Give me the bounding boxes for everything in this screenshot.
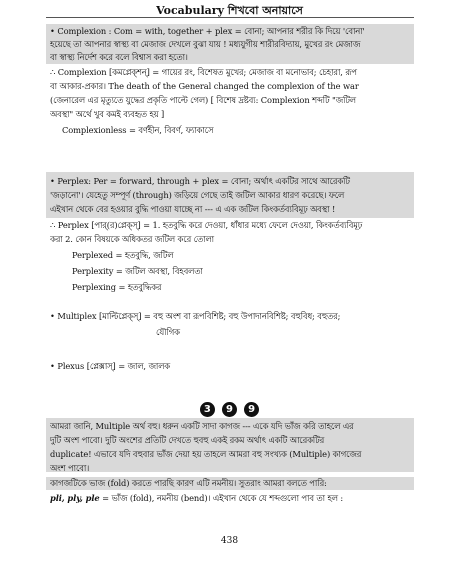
perplex-line: এইখান থেকে বের হওয়ার বুদ্ধি পাওয়া যাচ্ছে না --- এ এক জটিল কিংকর্তব্যবিমূঢ় অবস্থা !	[50, 204, 336, 214]
roots-definition: = ভাঁজ (fold), নমনীয় (bend)। এইখান থেকে যে শব্দগুলো পাব তা হল :	[99, 493, 344, 503]
running-header: Vocabulary শিখবো অনায়াসে	[156, 4, 303, 17]
number-badge: 3	[200, 402, 215, 417]
perplex-line: করা 2. কোন বিষয়কে অধিকতর জটিল করে তোলা	[50, 234, 214, 244]
multiplex-line: • Multiplex [মাল্টিপ্লেক্স্] = বহু অংশ বা রূপবিশিষ্ট; বহু উপাদানবিশিষ্ট; বহুবিধ; বহুতর;	[50, 311, 341, 321]
complexion-line: বা স্বাস্থ্য নির্দেশ করে বলে বিশ্বাস করা হতো।	[50, 52, 188, 62]
complexion-line: বা আকার-প্রকার। The death of the General changed the complexion of the war	[50, 81, 359, 91]
complexion-line: হয়েছে তা আপনার স্বাস্থ্য বা মেজাজ দেখলে বুঝা যায় ! মধ্যযুগীয় শারীরবিদ্যায়, মুখের রং মেজাজ	[50, 39, 361, 49]
perplex-line: 'জড়ানো'। যেহেতু সম্পূর্ণ (through) জড়িয়ে গেছে তাই জটিল আকার ধারণ করেছে। ফলে	[50, 190, 345, 200]
complexion-line: (জেনারেল এর মৃত্যুতে যুদ্ধের প্রকৃতি পাল্টে গেল) [ বিশেষ দ্রষ্টব্য: Complexion শব্দটি "জটিল	[50, 95, 356, 105]
multiplex-line: যৌগিক	[156, 327, 180, 337]
roots-line	[50, 492, 410, 505]
number-badge: 9	[222, 402, 237, 417]
multiple-line: duplicate! এভাবে যদি বহুবার ভাঁজ দেয়া হয় তাহলে আমরা বহু সংখ্যক (Multiple) কাগজের	[50, 449, 362, 459]
section-number-badges	[0, 397, 459, 417]
roots-term: pli, ply, ple	[50, 493, 100, 503]
multiple-line: আমরা জানি, Multiple অর্থ বহু। ধরুন একটি সাদা কাগজ --- একে যদি ভাঁজ করি তাহলে এর	[50, 421, 354, 431]
perplex-derivative: Perplexity = জটিল অবস্থা, বিহবলতা	[72, 266, 203, 276]
multiple-line: কাগজটিকে ভাজ (fold) করতে পারছি কারণ এটি নমনীয়। সুতরাং আমরা বলতে পারি:	[50, 478, 327, 488]
perplex-line: • Perplex: Per = forward, through + plex = বোনা; অর্থাৎ একটির সাথে আরেকটি	[50, 176, 350, 186]
complexion-line: • Complexion : Com = with, together + plex = বোনা; আপনার শরীর কি দিয়ে 'বোনা'	[50, 26, 365, 36]
multiple-line: দুটি অংশ পাবো। দুটি অংশের প্রতিটি দেখতে হুবহু একই রকম অর্থাৎ একটি আরেকটির	[50, 435, 325, 445]
perplex-line: ∴ Perplex [পার্(র)প্লেক্স্] = 1. হতবুদ্ধি করে দেওয়া, ধাঁধার মধ্যে ফেলে দেওয়া, কিংকর্তব্যবিমূঢ়	[50, 220, 363, 230]
complexion-line: অবস্থা" অর্থে খুব কমই ব্যবহৃত হয় ]	[50, 109, 165, 119]
complexion-derivative: Complexionless = বর্ণহীন, বিবর্ণ, ফ্যাকাসে	[62, 125, 214, 135]
perplex-derivative: Perplexing = হতবুদ্ধিকর	[72, 282, 162, 292]
header-rule	[46, 17, 414, 18]
number-badge: 9	[244, 402, 259, 417]
plexus-line: • Plexus [প্লেক্সাস্] = জাল, জালক	[50, 361, 171, 371]
multiple-line: অংশ পাবো।	[50, 463, 90, 473]
complexion-line: ∴ Complexion [কমপ্লেক্শন্] = গায়ের রং, বিশেষত মুখের; মেজাজ বা মনোভাব; চেহারা, রূপ	[50, 67, 357, 77]
perplex-derivative: Perplexed = হতবুদ্ধি, জটিল	[72, 250, 174, 260]
page-number: 438	[220, 536, 239, 546]
